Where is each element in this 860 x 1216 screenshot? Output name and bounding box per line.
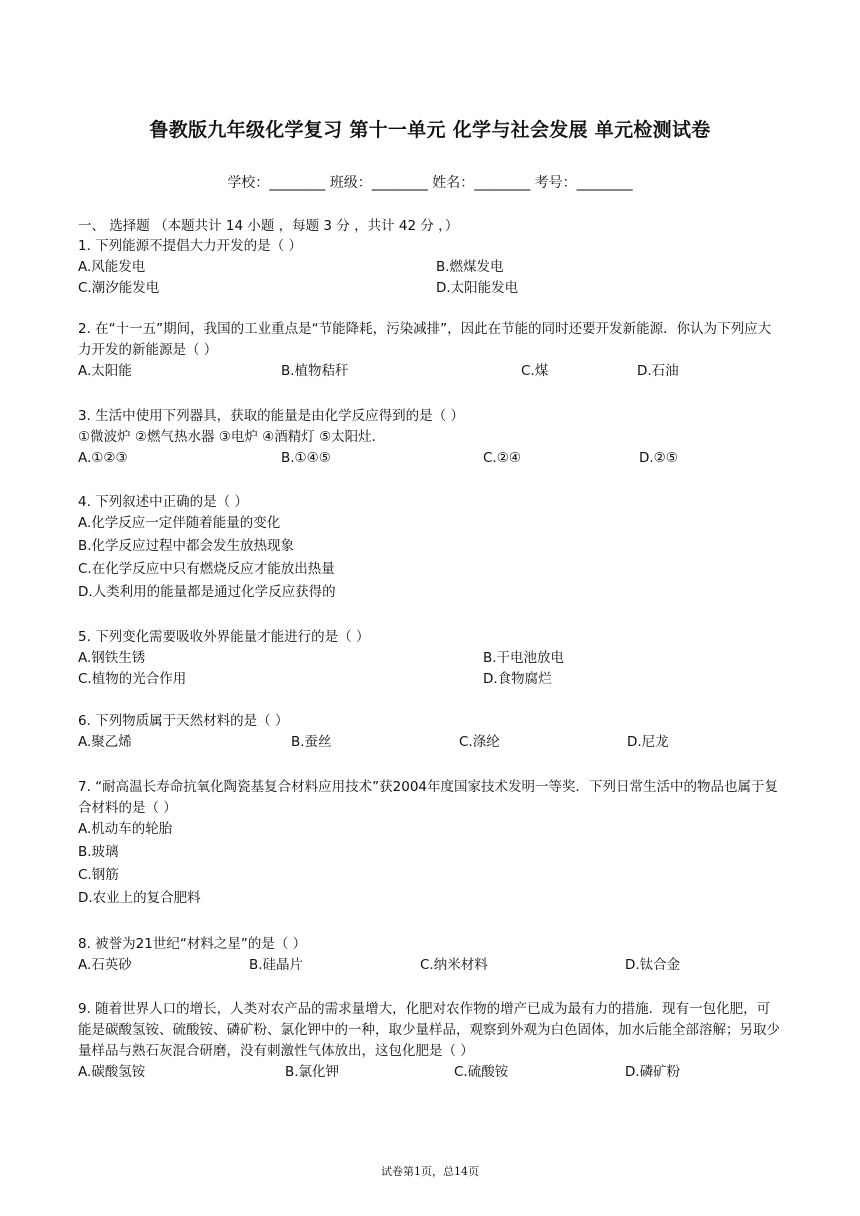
question-stem: 9. 随着世界人口的增长，人类对农产品的需求量增大，化肥对农作物的增产已成为最有力的措施．现有一包化肥，可能是碳酸氢铵、硫酸铵、磷矿粉、氯化钾中的一种，取少量样品，观察到外观为白色固体，加水后能全部溶解；另取少量样品与熟石灰混合研磨，没有刺激性气体放出，这包化肥是（ ） (78, 1001, 780, 1059)
question-stem: 2. 在“十一五”期间，我国的工业重点是“节能降耗，污染减排”，因此在节能的同时还要开发新能源．你认为下列应大力开发的新能源是（ ） (78, 321, 772, 358)
option-d: D.农业上的复合肥料 (78, 890, 201, 906)
question-stem: 7. “耐高温长寿命抗氧化陶瓷基复合材料应用技术”获2004年度国家技术发明一等奖．下列日常生活中的物品也属于复合材料的是（ ） (78, 779, 779, 816)
question-4 (78, 492, 783, 605)
option-a: A.化学反应一定伴随着能量的变化 (78, 515, 281, 531)
option-a: A.聚乙烯 (78, 734, 132, 750)
question-1 (78, 236, 783, 299)
question-stem: 5. 下列变化需要吸收外界能量才能进行的是（ ） (78, 629, 370, 645)
option-c: C.涤纶 (459, 734, 500, 750)
option-c: C.硫酸铵 (454, 1064, 509, 1080)
option-c: C.煤 (521, 363, 549, 379)
option-a: A.机动车的轮胎 (78, 821, 173, 837)
option-d: D.食物腐烂 (483, 671, 552, 687)
option-d: D.②⑤ (639, 450, 678, 466)
option-b: B.硅晶片 (249, 957, 304, 973)
option-b: B.燃煤发电 (436, 259, 504, 275)
option-d: D.太阳能发电 (436, 280, 519, 296)
section-header: 一、 选择题 （本题共计 14 小题 ，每题 3 分 ，共计 42 分 ，） (78, 218, 459, 234)
option-c: C.②④ (483, 450, 521, 466)
option-c: C.在化学反应中只有燃烧反应才能放出热量 (78, 561, 335, 577)
question-8 (78, 934, 783, 976)
question-stem: 4. 下列叙述中正确的是（ ） (78, 494, 248, 510)
option-c: C.纳米材料 (420, 957, 488, 973)
option-a: A.太阳能 (78, 363, 132, 379)
option-d: D.钛合金 (625, 957, 681, 973)
question-items: ①微波炉 ②燃气热水器 ③电炉 ④酒精灯 ⑤太阳灶． (78, 429, 386, 445)
option-b: B.玻璃 (78, 844, 119, 860)
option-b: B.①④⑤ (281, 450, 331, 466)
page-footer: 试卷第1页，总14页 (381, 1165, 479, 1178)
question-stem: 6. 下列物质属于天然材料的是（ ） (78, 713, 289, 729)
question-2 (78, 319, 783, 382)
option-d: D.尼龙 (627, 734, 669, 750)
option-c: C.潮汐能发电 (78, 280, 160, 296)
student-info-line: 学校：________ 班级：________ 姓名：________ 考号：________ (227, 175, 633, 191)
question-5 (78, 627, 783, 690)
option-a: A.①②③ (78, 450, 128, 466)
option-b: B.蚕丝 (291, 734, 332, 750)
option-b: B.化学反应过程中都会发生放热现象 (78, 538, 295, 554)
option-d: D.人类利用的能量都是通过化学反应获得的 (78, 584, 336, 600)
option-d: D.石油 (637, 363, 679, 379)
option-b: B.氯化钾 (285, 1064, 340, 1080)
option-b: B.植物秸秆 (281, 363, 349, 379)
option-a: A.碳酸氢铵 (78, 1064, 146, 1080)
question-9 (78, 999, 783, 1083)
question-stem: 1. 下列能源不提倡大力开发的是（ ） (78, 238, 302, 254)
option-a: A.石英砂 (78, 957, 132, 973)
question-7 (78, 777, 783, 911)
question-3 (78, 406, 783, 469)
question-stem: 8. 被誉为21世纪“材料之星”的是（ ） (78, 936, 307, 952)
question-stem: 3. 生活中使用下列器具，获取的能量是由化学反应得到的是（ ） (78, 408, 464, 424)
option-a: A.钢铁生锈 (78, 650, 146, 666)
question-6 (78, 711, 783, 753)
option-c: C.植物的光合作用 (78, 671, 187, 687)
option-d: D.磷矿粉 (625, 1064, 681, 1080)
option-a: A.风能发电 (78, 259, 146, 275)
option-b: B.干电池放电 (483, 650, 565, 666)
page-title: 鲁教版九年级化学复习 第十一单元 化学与社会发展 单元检测试卷 (149, 119, 711, 141)
option-c: C.钢筋 (78, 867, 119, 883)
